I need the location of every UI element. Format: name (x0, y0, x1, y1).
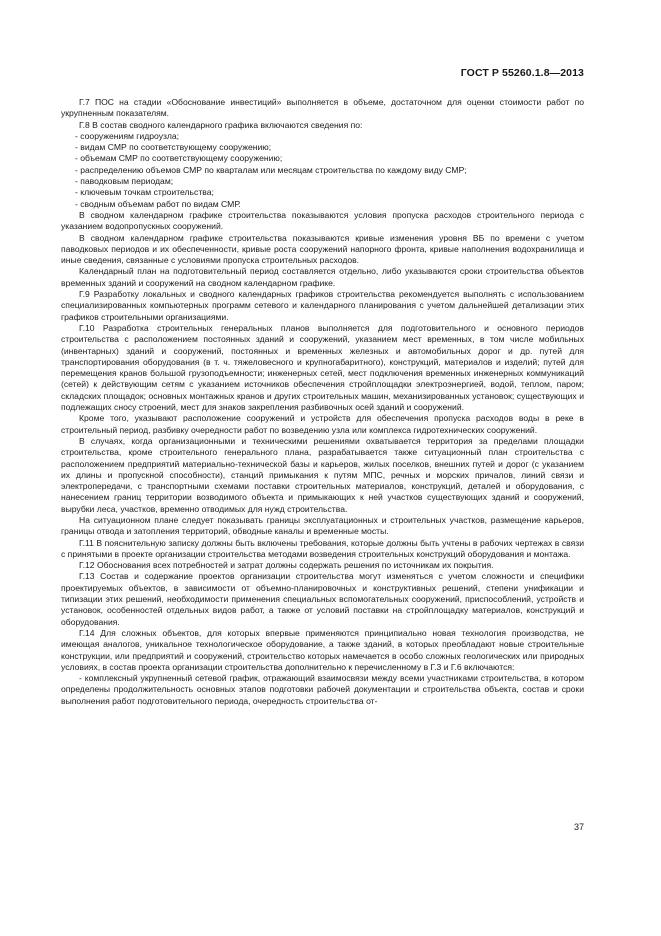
list-item: - ключевым точкам строительства; (75, 187, 214, 198)
paragraph: - комплексный укрупненный сетевой график, отражающий взаимосвязи между всеми участниками строительства, в котором определены продолжительность основных этапов подготовки рабочей документации и строительства объекта, состав и сроки выполнения работ подготовительного периода, очередность строительства от- (61, 673, 584, 706)
paragraph: В сводном календарном графике строительства показываются условия пропуска расходов строительного периода с указанием водопропускных сооружений. (61, 209, 584, 232)
paragraph-g14: Г.14 Для сложных объектов, для которых впервые применяются принципиально новая технология производства, не имеющая аналогов, уникальное технологическое оборудование, а также зданий, в которых преобладают новые строительные конструкции, или предприятий и сооружений, строительство которых намечается в особо сложных геологических или природных условиях, в состав проекта организации строительства дополнительно к перечисленному в Г.3 и Г.6 включаются: (61, 627, 584, 672)
paragraph-g7: Г.7 ПОС на стадии «Обоснование инвестиций» выполняется в объеме, достаточном для оценки стоимости работ по укрупненным показателям. (61, 97, 584, 119)
paragraph-g12: Г.12 Обоснования всех потребностей и затрат должны содержать решения по источникам их покрытия. (79, 560, 494, 571)
paragraph-g13: Г.13 Состав и содержание проектов организации строительства могут изменяться с учетом сложности и специфики проектируемых объектов, в зависимости от объемно-планировочных и конструктивных решений, степени унификации и типизации этих решений, необходимости применения специальных вспомогательных сооружений, приспособлений, устройств и установок, особенностей отдельных видов работ, а также от условий поставки на стройплощадку материалов, конструкций и оборудования. (61, 571, 584, 627)
list-item: - видам СМР по соответствующему сооружению; (75, 142, 272, 153)
paragraph-g8: Г.8 В состав сводного календарного графика включаются сведения по: (79, 119, 363, 130)
list-item: - сводным объемам работ по видам СМР. (75, 198, 241, 209)
list-item: - сооружениям гидроузла; (75, 130, 180, 141)
list-item: - распределению объемов СМР по кварталам или месяцам строительства по каждому виду СМР; (75, 164, 467, 175)
list-item: - паводковым периодам; (75, 176, 174, 187)
paragraph-g9: Г.9 Разработку локальных и сводного календарных графиков строительства рекомендуется выполнять с использованием специализированных компьютерных программ сетевого и календарного планирования с учетом дальнейшей детализации этих графиков строительными организациями. (61, 289, 584, 322)
standard-designation: ГОСТ Р 55260.1.8—2013 (460, 67, 584, 79)
paragraph: В случаях, когда организационными и техническими решениями охватывается территория за пределами площадки строительства, кроме строительного генерального плана, разрабатывается также ситуационный план строительства с расположением предприятий материально-технической базы и карьеров, жилых поселков, внешних путей и дорог (с указанием их длины и пропускной способности), станций примыкания к путям МПС, речных и морских причалов, линий связи и электропередачи, с транспортными схемами поставки строительных материалов, конструкций, деталей и оборудования, с нанесением границ территории возводимого объекта и примыкающих к ней участков существующих зданий и сооружений, вырубки леса, участков, временно отводимых для нужд строительства. (61, 435, 584, 514)
paragraph-g11: Г.11 В пояснительную записку должны быть включены требования, которые должны быть учтены в рабочих чертежах в связи с принятыми в проекте организации строительства методами возведения строительных конструкций оборудования и монтажа. (61, 537, 584, 559)
paragraph: Кроме того, указывают расположение сооружений и устройств для обеспечения пропуска расходов воды в реке в строительный период, разбивку очередности работ по возведению узла или комплекса гидротехнических сооружений. (61, 413, 584, 435)
page-number: 37 (573, 822, 584, 832)
paragraph: В сводном календарном графике строительства показываются кривые изменения уровня ВБ по времени с учетом паводковых периодов и их обеспеченности, кривые роста сооружений напорного фронта, кривые наполнения водохранилища и иные сведения, связанные с условиями пропуска строительных расходов. (61, 232, 584, 266)
paragraph: Календарный план на подготовительный период составляется отдельно, либо указываются сроки строительства объектов временных зданий и сооружений на сводном календарном графике. (61, 266, 584, 288)
list-item: - объемам СМР по соответствующему сооружению; (75, 153, 283, 164)
paragraph-g10: Г.10 Разработка строительных генеральных планов выполняется для подготовительного и основного периодов строительства с расположением постоянных зданий и сооружений, указанием мест временных, в том числе мобильных (инвентарных) зданий и сооружений, постоянных и временных железных и автомобильных дорог и др. путей для транспортирования оборудования (в т. ч. тяжеловесного и крупногабаритного), конструкций, материалов и изделий; путей для перемещения кранов большой грузоподъемности; инженерных сетей, мест подключения временных инженерных коммуникаций (сетей) к действующим сетям с указанием источников обеспечения стройплощадки электроэнергией, водой, теплом, паром; складских площадок; основных монтажных кранов и других строительных машин, механизированных установок; существующих и подлежащих сносу строений, мест для знаков закрепления разбивочных осей зданий и сооружений. (61, 322, 584, 413)
paragraph: На ситуационном плане следует показывать границы эксплуатационных и строительных участков, размещение карьеров, границы отвода и затопления территорий, обводные каналы и временные мосты. (61, 514, 584, 537)
schedule-contents-list (61, 131, 584, 210)
document-body (61, 97, 584, 707)
